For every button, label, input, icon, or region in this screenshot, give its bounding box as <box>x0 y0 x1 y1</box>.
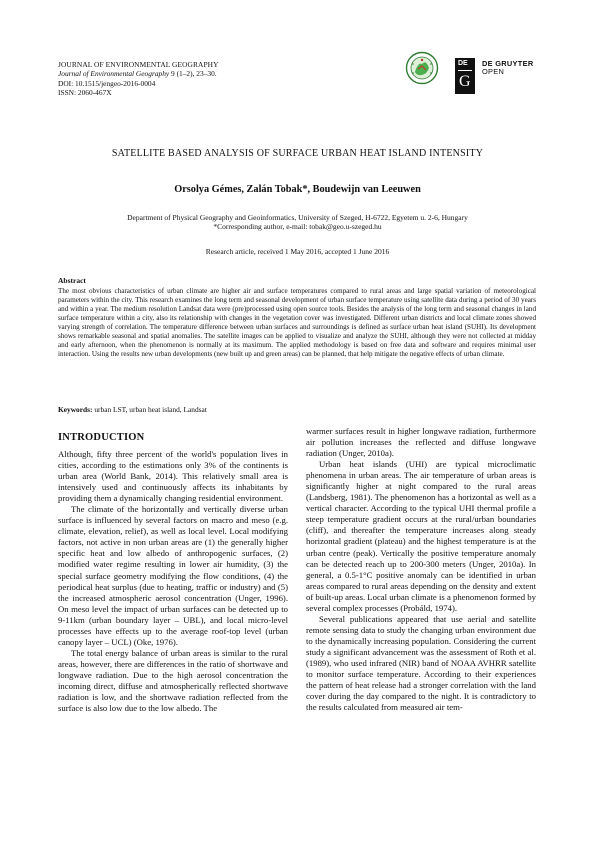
keywords <box>58 405 207 414</box>
corresponding-author: *Corresponding author, e-mail: tobak@geo.u-szeged.hu <box>213 222 382 232</box>
introduction-heading: INTRODUCTION <box>58 432 145 443</box>
affiliation: Department of Physical Geography and Geoinformatics, University of Szeged, H-6722, Egyetem u. 2-6, Hungary <box>127 213 468 222</box>
article-info: Research article, received 1 May 2016, accepted 1 June 2016 <box>205 247 390 256</box>
article-authors: Orsolya Gémes, Zalán Tobak*, Boudewijn van Leeuwen <box>174 184 421 195</box>
journal-citation-volume: 9 (1–2), 23–30. <box>169 69 217 79</box>
journal-citation <box>58 69 219 78</box>
journal-header <box>58 60 219 97</box>
article-title: SATELLITE BASED ANALYSIS OF SURFACE URBAN HEAT ISLAND INTENSITY <box>111 148 484 159</box>
de-gruyter-logo-mark <box>455 58 475 94</box>
logo-de: DE <box>458 60 468 67</box>
paragraph: Although, fifty three percent of the world's population lives in cities, according to the estimations only 3% of the continents is urban area (World Bank, 2014). This relatively small area is intensively used and continuously affects its inhabitants by providing them a dynamically changing residential environment. <box>58 449 288 504</box>
logo-g: G <box>459 73 471 90</box>
publisher-imprint: OPEN <box>482 67 505 77</box>
abstract-heading: Abstract <box>58 276 86 285</box>
journal-seal-logo <box>405 50 439 86</box>
journal-citation-title: Journal of Environmental Geography <box>58 69 170 79</box>
body-column-left <box>58 449 288 714</box>
journal-name: JOURNAL OF ENVIRONMENTAL GEOGRAPHY <box>58 60 219 69</box>
affiliation-block <box>0 213 595 232</box>
abstract-text: The most obvious characteristics of urban climate are higher air and surface temperatures compared to rural areas and large spatial variation of meteorological parameters within the city. This research examines the long term and seasonal development of urban surface temperature using satellite data during a period of 30 years and within a year. The medium resolution Landsat data were (pre)processed using open source tools. Besides the analysis of the long term and seasonal changes in land surface temperature within a city, also its relationship with changes in the vegetation cover was investigated. Different urban districts and local climate zones showed varying strength of correlation. The temperature difference between urban surfaces and surroundings is defined as surface urban heat island (SUHI). Its development shows remarkable seasonal and spatial anomalies. The satellite images can be applied to visualize and analyze the SUHI, although they were not collected at midday and early afternoon, when the phenomenon is normally at its maximum. The applied methodology is based on free data and software and requires minimal user interaction. Using the results new urban developments (new built up and green areas) can be planned, that help mitigate the negative effects of urban climate. <box>58 287 536 359</box>
paragraph: The total energy balance of urban areas is similar to the rural areas, however, there are differences in the ratio of shortwave and longwave radiation. Due to the high aerosol concentration the incoming direct, diffuse and atmospherically reflected shortwave radiation is low, and the shortwave radiation reflected from the surface is also low due to the low albedo. The <box>58 647 288 714</box>
paragraph: The climate of the horizontally and vertically diverse urban surface is influenced by several factors on macro and meso (e.g. climate, elevation, relief), as well as local level. Local modifying factors, not active in non urban areas are (1) the generally higher specific heat and low albedo of anthropogenic surfaces, (2) modified water regime resulting in lower air humidity, (3) the special surface geometry modifying the flow conditions, (4) the periodical heat surplus (due to heating, traffic or industry) and (5) the increased atmospheric aerosol concentration (Unger, 1996). On meso level the impact of urban surfaces can be detected up to 9-11km (urban boundary layer – UBL), and local micro-level processes have effects up to the average roof-top level (urban canopy layer – UCL) (Oke, 1976). <box>58 504 288 647</box>
logo-divider <box>458 70 472 71</box>
keywords-text: urban LST, urban heat island, Landsat <box>92 405 207 414</box>
doi: DOI: 10.1515/jengeo-2016-0004 <box>58 78 156 88</box>
de-gruyter-logo-text <box>482 60 533 76</box>
issn: ISSN: 2060-467X <box>58 87 112 97</box>
publisher-name: DE GRUYTER <box>482 59 534 68</box>
body-column-right <box>306 426 536 713</box>
keywords-label: Keywords: <box>58 405 93 414</box>
paragraph: Several publications appeared that use aerial and satellite remote sensing data to study the changing urban environment due to the dynamically increasing population. Considering the current study a significant advancement was the assessment of Roth et al. (1989), who used infrared (NIR) band of NOAA AVHRR satellite to monitor surface temperature. According to their experiences the pattern of heat release had a stronger correlation with the land cover during the day compared to the night. It is contradictory to the results calculated from measured air tem- <box>306 613 536 713</box>
paragraph: Urban heat islands (UHI) are typical microclimatic phenomena in urban areas. The air temperature of urban areas is significantly higher at night compared to the rural areas (Landsberg, 1981). The phenomenon has a horizontal as well as a vertical character. According to the typical UHI thermal profile a steep temperature gradient occurs at the rural/urban boundaries (cliff), and thereafter the temperature increases along steady horizontal gradient (plateau) and the highest temperature is at the urban centre (peak). Vertically the positive temperature anomaly can be detected reach up to 200-300 meters (Unger, 2010a). In general, a 0.5-1°C positive anomaly can be identified in urban areas compared to rural areas depending on the density and extent of built-up areas. Local urban climate is a phenomenon formed by several complex processes (Probáld, 1974). <box>306 459 536 613</box>
paragraph: warmer surfaces result in higher longwave radiation, furthermore air pollution increases the reflected and diffuse longwave radiation (Unger, 2010a). <box>306 426 536 459</box>
